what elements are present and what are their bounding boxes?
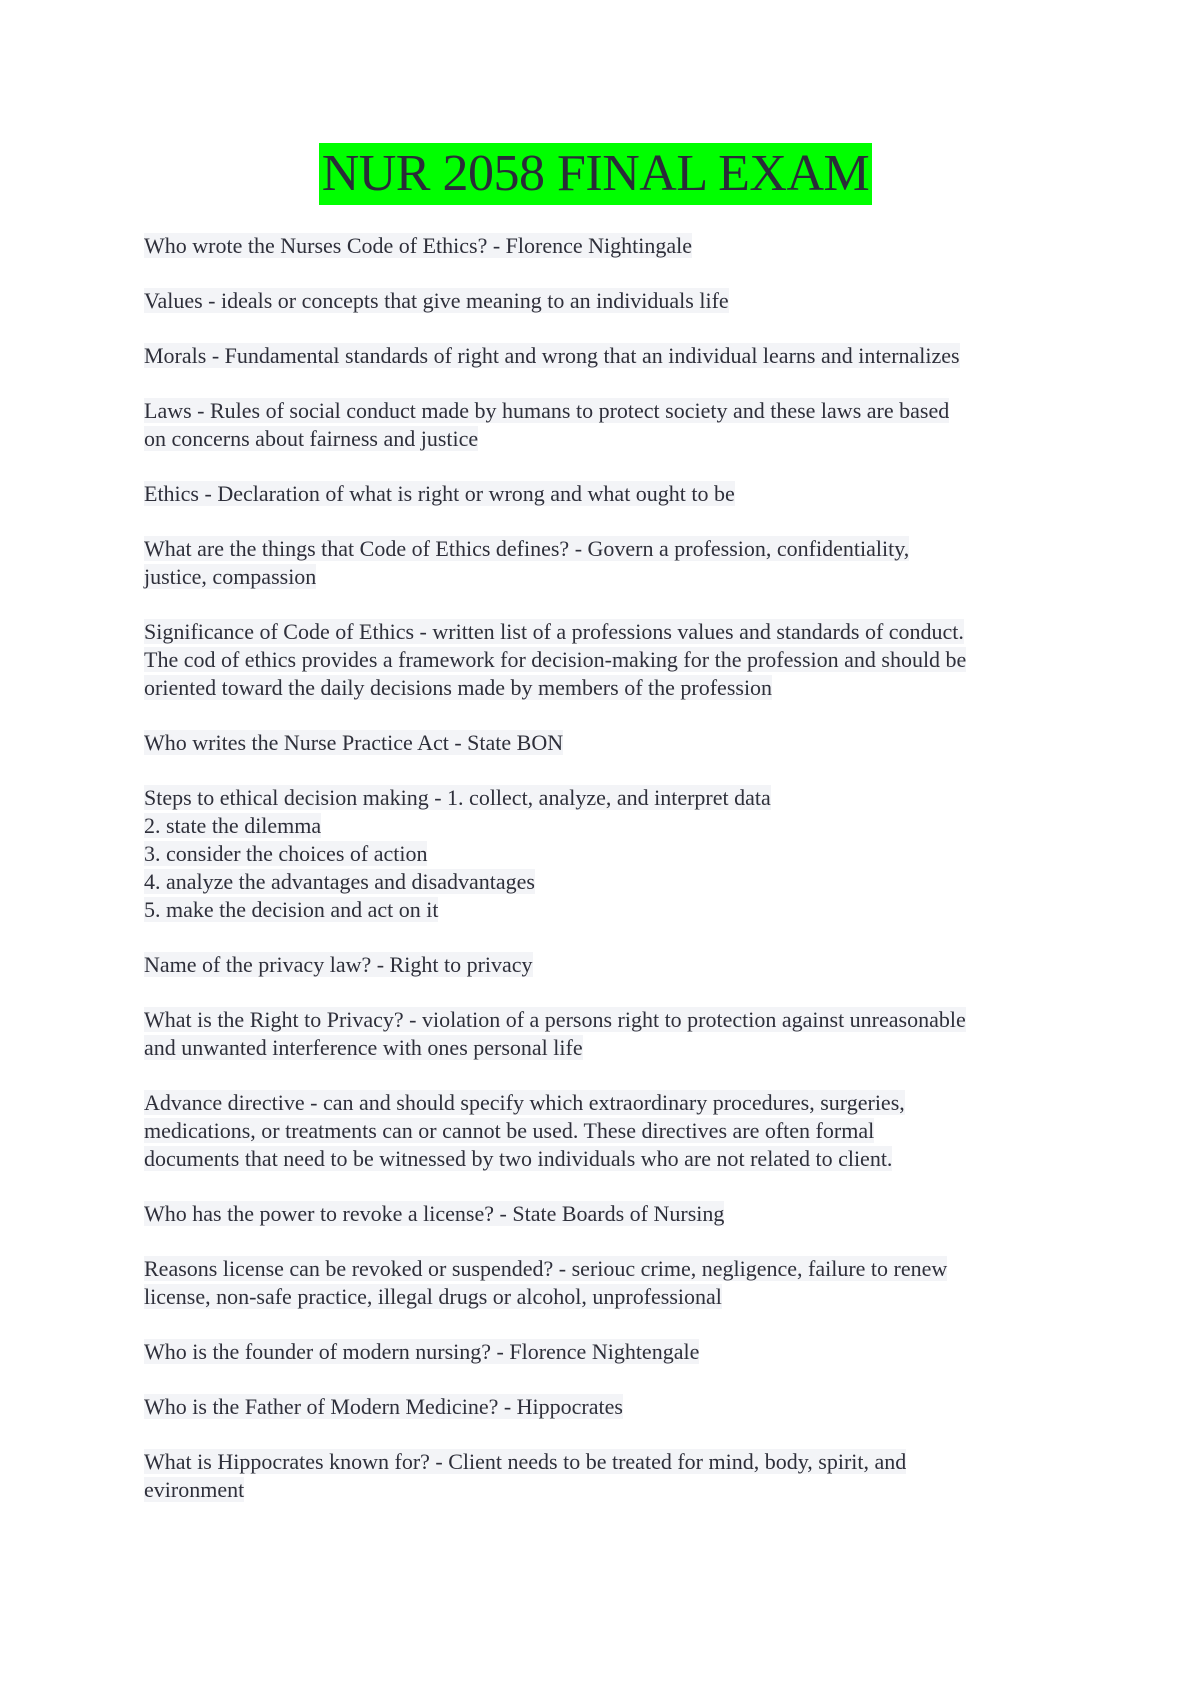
qa-entry xyxy=(144,784,1064,924)
qa-entry-text: Ethics - Declaration of what is right or wrong and what ought to be xyxy=(144,481,735,506)
qa-entry-text: Name of the privacy law? - Right to privacy xyxy=(144,952,533,977)
qa-entry xyxy=(144,1089,1064,1173)
qa-entry-line xyxy=(144,868,1064,896)
page-title: NUR 2058 FINAL EXAM xyxy=(319,143,873,205)
qa-entry-line xyxy=(144,1476,1064,1504)
qa-entry-text: license, non-safe practice, illegal drugs or alcohol, unprofessional xyxy=(144,1284,722,1309)
qa-entry-line xyxy=(144,729,1064,757)
qa-entry-line xyxy=(144,1006,1064,1034)
qa-entry-line xyxy=(144,1448,1064,1476)
qa-entry xyxy=(144,618,1064,702)
qa-entry-line xyxy=(144,1145,1064,1173)
qa-entry-line xyxy=(144,342,1064,370)
qa-entry-text: Values - ideals or concepts that give meaning to an individuals life xyxy=(144,288,729,313)
qa-entry xyxy=(144,951,1064,979)
qa-entry-line xyxy=(144,563,1064,591)
qa-entry-line xyxy=(144,646,1064,674)
qa-entry-line xyxy=(144,397,1064,425)
qa-entry xyxy=(144,1393,1064,1421)
qa-entry-text: on concerns about fairness and justice xyxy=(144,426,479,451)
qa-entry-text: Significance of Code of Ethics - written list of a professions values and standards of conduct. xyxy=(144,619,964,644)
qa-entry-text: What is the Right to Privacy? - violation of a persons right to protection against unreasonable xyxy=(144,1007,966,1032)
qa-entry-text: 3. consider the choices of action xyxy=(144,841,428,866)
qa-entry-text: Reasons license can be revoked or suspended? - seriouc crime, negligence, failure to renew xyxy=(144,1256,948,1281)
qa-entry-line xyxy=(144,1393,1064,1421)
qa-entry-text: Laws - Rules of social conduct made by humans to protect society and these laws are based xyxy=(144,398,950,423)
qa-entry-text: Who wrote the Nurses Code of Ethics? - Florence Nightingale xyxy=(144,233,693,258)
qa-entry-text: Who writes the Nurse Practice Act - State BON xyxy=(144,730,564,755)
qa-entry-line xyxy=(144,1255,1064,1283)
qa-entry xyxy=(144,1255,1064,1311)
title-wrapper xyxy=(0,143,1191,205)
qa-entry xyxy=(144,397,1064,453)
qa-entry-text: Steps to ethical decision making - 1. collect, analyze, and interpret data xyxy=(144,785,771,810)
qa-entry xyxy=(144,342,1064,370)
qa-entry-text: The cod of ethics provides a framework for decision-making for the profession and should be xyxy=(144,647,967,672)
qa-entry-line xyxy=(144,951,1064,979)
qa-list xyxy=(144,232,1064,1531)
qa-entry-text: medications, or treatments can or cannot be used. These directives are often formal xyxy=(144,1118,875,1143)
qa-entry xyxy=(144,1338,1064,1366)
qa-entry-line xyxy=(144,674,1064,702)
qa-entry-line xyxy=(144,840,1064,868)
qa-entry-text: justice, compassion xyxy=(144,564,317,589)
qa-entry-text: What is Hippocrates known for? - Client needs to be treated for mind, body, spirit, and xyxy=(144,1449,907,1474)
qa-entry-text: 4. analyze the advantages and disadvantages xyxy=(144,869,535,894)
qa-entry-text: evironment xyxy=(144,1477,245,1502)
qa-entry-text: and unwanted interference with ones personal life xyxy=(144,1035,583,1060)
qa-entry xyxy=(144,232,1064,260)
qa-entry-line xyxy=(144,618,1064,646)
qa-entry xyxy=(144,287,1064,315)
qa-entry-text: Who is the founder of modern nursing? - Florence Nightengale xyxy=(144,1339,700,1364)
qa-entry xyxy=(144,1006,1064,1062)
qa-entry-line xyxy=(144,1034,1064,1062)
qa-entry-line xyxy=(144,1117,1064,1145)
qa-entry xyxy=(144,1448,1064,1504)
qa-entry-text: Who is the Father of Modern Medicine? - Hippocrates xyxy=(144,1394,623,1419)
qa-entry-text: Advance directive - can and should specify which extraordinary procedures, surgeries, xyxy=(144,1090,905,1115)
qa-entry-line xyxy=(144,812,1064,840)
qa-entry-line xyxy=(144,1338,1064,1366)
qa-entry-text: documents that need to be witnessed by two individuals who are not related to client. xyxy=(144,1146,893,1171)
qa-entry-text: Who has the power to revoke a license? - State Boards of Nursing xyxy=(144,1201,725,1226)
qa-entry-line xyxy=(144,287,1064,315)
qa-entry-line xyxy=(144,480,1064,508)
qa-entry xyxy=(144,480,1064,508)
qa-entry xyxy=(144,729,1064,757)
qa-entry-line xyxy=(144,784,1064,812)
qa-entry-text: What are the things that Code of Ethics defines? - Govern a profession, confidentiality, xyxy=(144,536,910,561)
qa-entry-text: 2. state the dilemma xyxy=(144,813,322,838)
qa-entry-text: oriented toward the daily decisions made by members of the profession xyxy=(144,675,773,700)
qa-entry xyxy=(144,535,1064,591)
qa-entry-line xyxy=(144,425,1064,453)
qa-entry-line xyxy=(144,896,1064,924)
qa-entry-line xyxy=(144,1200,1064,1228)
qa-entry-text: Morals - Fundamental standards of right and wrong that an individual learns and internalizes xyxy=(144,343,960,368)
qa-entry-text: 5. make the decision and act on it xyxy=(144,897,439,922)
qa-entry-line xyxy=(144,1283,1064,1311)
qa-entry xyxy=(144,1200,1064,1228)
qa-entry-line xyxy=(144,1089,1064,1117)
qa-entry-line xyxy=(144,535,1064,563)
qa-entry-line xyxy=(144,232,1064,260)
